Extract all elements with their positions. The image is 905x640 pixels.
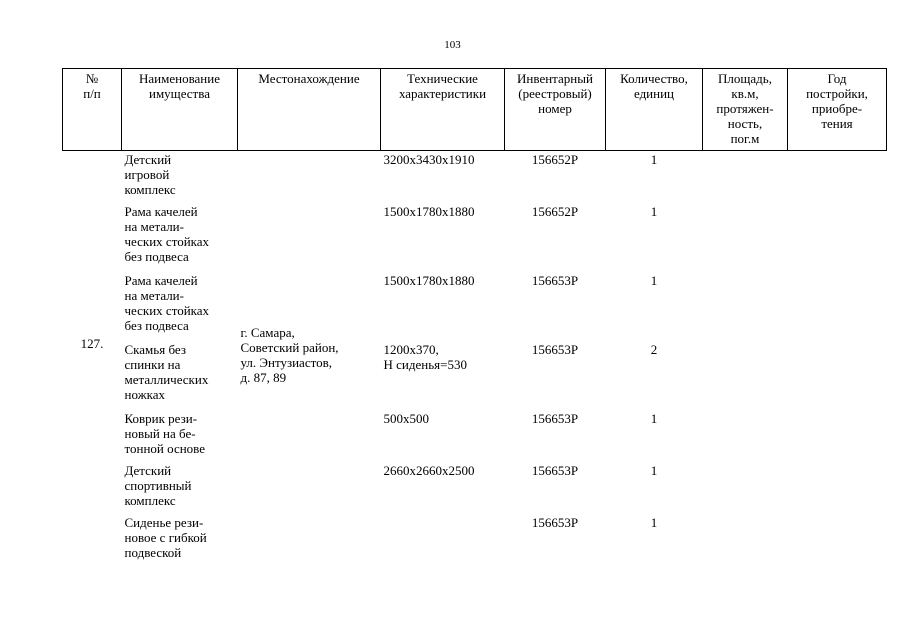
item-tech [381,514,505,566]
item-tech: 1200x370, Н сиденья=530 [383,341,467,372]
item-name: Скамья без спинки на металлических ножках [124,341,209,402]
item-area [703,462,788,514]
header-location: Местонахождение [238,69,381,151]
item-year [788,462,887,514]
item-tech: 1500x1780x1880 [383,203,475,219]
table-row [63,203,887,272]
item-quantity: 1 [650,410,658,426]
header-inventory: Инвентарный (реестровый) номер [505,69,606,151]
item-area [703,151,788,203]
table-row [63,151,887,203]
header-area: Площадь, кв.м, протяжен- ность, пог.м [703,69,788,151]
table-row [63,410,887,462]
item-name: Детский спортивный комплекс [124,462,192,508]
item-year [788,341,887,410]
item-tech: 1500x1780x1880 [383,272,475,288]
table-header-row [63,69,887,151]
item-name: Детский игровой комплекс [124,152,176,197]
item-quantity: 1 [650,514,658,530]
item-name: Рама качелей на метали- ческих стойках без подвеса [124,203,210,264]
item-name: Сиденье рези- новое с гибкой подвеской [124,514,207,560]
item-inventory: 156653Р [531,272,579,288]
row-number: 127. [80,336,104,352]
item-inventory: 156652Р [531,203,579,219]
item-name: Рама качелей на метали- ческих стойках без подвеса [124,272,210,333]
item-area [703,272,788,341]
table-row [63,462,887,514]
item-inventory: 156652Р [531,152,579,167]
item-area [703,341,788,410]
item-quantity: 1 [650,152,658,167]
item-tech: 2660x2660x2500 [383,462,475,478]
table-row [63,514,887,566]
item-area [703,203,788,272]
property-table [62,68,887,566]
item-quantity: 1 [650,272,658,288]
item-year [788,410,887,462]
item-inventory: 156653Р [531,410,579,426]
header-quantity: Количество, единиц [606,69,703,151]
item-year [788,203,887,272]
item-name: Коврик рези- новый на бе- тонной основе [124,410,206,456]
item-area [703,514,788,566]
table-row [63,272,887,341]
item-quantity: 1 [650,203,658,219]
header-year: Год постройки, приобре- тения [788,69,887,151]
item-quantity: 1 [650,462,658,478]
item-year [788,514,887,566]
item-location: г. Самара, Советский район, ул. Энтузиастов, д. 87, 89 [240,324,339,385]
header-name: Наименование имущества [122,69,238,151]
item-inventory: 156653Р [531,514,579,530]
header-technical: Технические характеристики [381,69,505,151]
item-inventory: 156653Р [531,341,579,357]
page-number: 103 [444,39,461,51]
item-tech: 500x500 [383,410,429,426]
item-year [788,272,887,341]
item-inventory: 156653Р [531,462,579,478]
item-area [703,410,788,462]
item-tech: 3200x3430x1910 [383,152,475,167]
item-quantity: 2 [650,341,658,357]
header-number: № п/п [63,69,122,151]
item-year [788,151,887,203]
table-row [63,341,887,410]
